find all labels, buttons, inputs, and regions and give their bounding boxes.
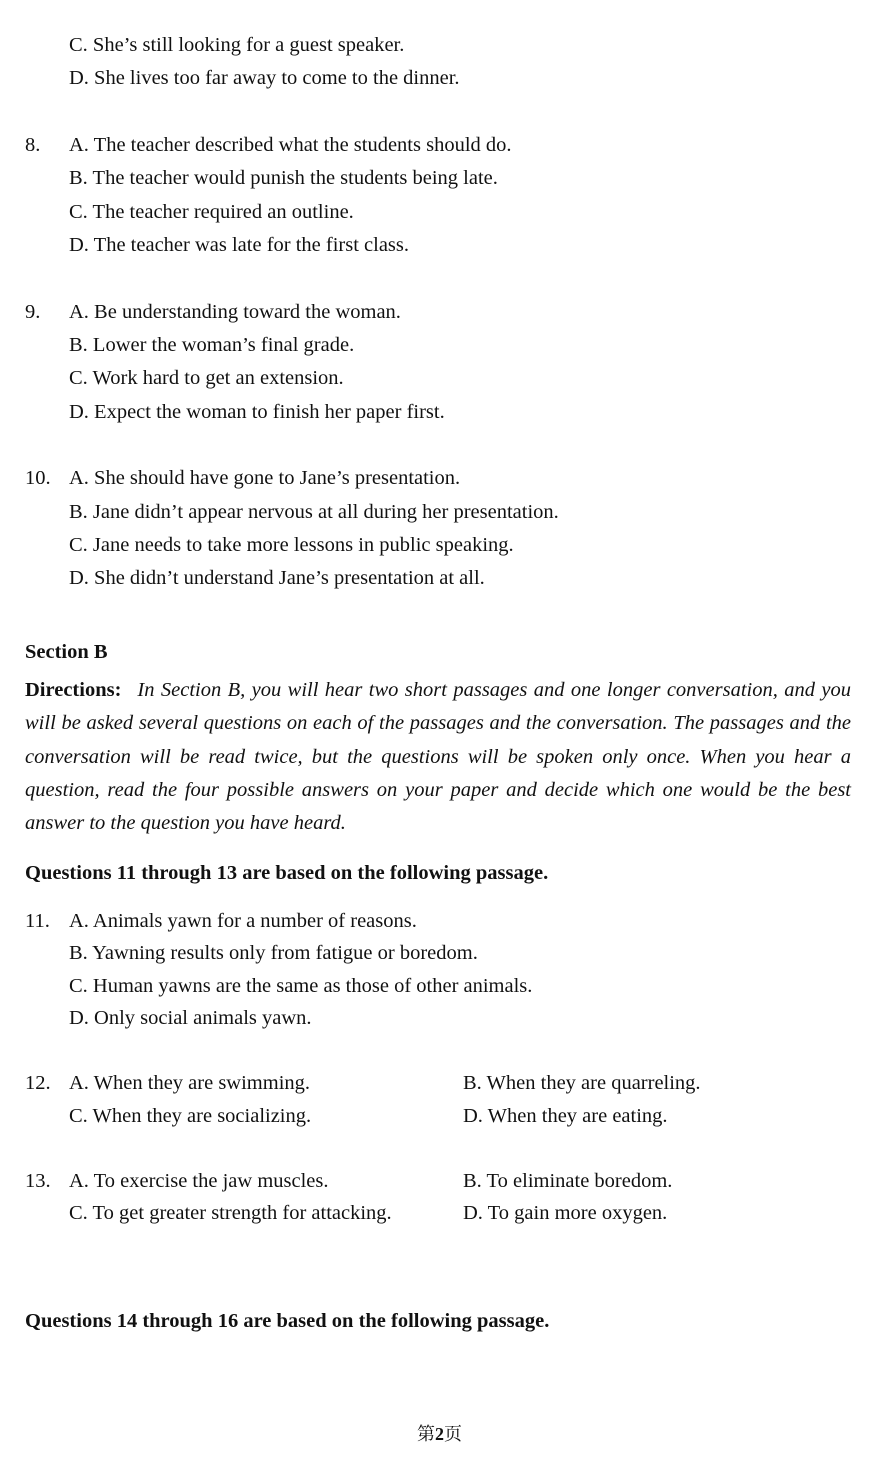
- q8-option-a: A. The teacher described what the students should do.: [69, 134, 512, 156]
- q10-option-c: C. Jane needs to take more lessons in public speaking.: [69, 534, 514, 556]
- q13-option-a: A. To exercise the jaw muscles.: [69, 1170, 329, 1192]
- q11-option-a: A. Animals yawn for a number of reasons.: [69, 910, 417, 932]
- q11-option-b: B. Yawning results only from fatigue or boredom.: [69, 942, 478, 964]
- q8-number: 8.: [25, 134, 41, 156]
- q9-number: 9.: [25, 301, 41, 323]
- q13-option-d: D. To gain more oxygen.: [463, 1202, 668, 1224]
- q13-option-b: B. To eliminate boredom.: [463, 1170, 673, 1192]
- q11-option-d: D. Only social animals yawn.: [69, 1007, 312, 1029]
- q7-option-c: C. She’s still looking for a guest speaker.: [69, 34, 405, 56]
- q12-option-b: B. When they are quarreling.: [463, 1072, 701, 1094]
- group-heading-11-13: Questions 11 through 13 are based on the following passage.: [25, 862, 549, 884]
- q12-option-d: D. When they are eating.: [463, 1105, 668, 1127]
- q12-option-a: A. When they are swimming.: [69, 1072, 311, 1094]
- q11-option-c: C. Human yawns are the same as those of other animals.: [69, 975, 533, 997]
- q10-option-d: D. She didn’t understand Jane’s presentation at all.: [69, 567, 485, 589]
- q7-option-d: D. She lives too far away to come to the dinner.: [69, 67, 460, 89]
- q12-option-c: C. When they are socializing.: [69, 1105, 312, 1127]
- page-number: 2: [435, 1424, 444, 1444]
- group-heading-14-16: Questions 14 through 16 are based on the following passage.: [25, 1310, 550, 1332]
- q12-number: 12.: [25, 1072, 51, 1094]
- page-suffix: 页: [444, 1424, 462, 1444]
- section-b-heading: Section B: [25, 641, 108, 663]
- q8-option-b: B. The teacher would punish the students being late.: [69, 167, 498, 189]
- page-footer: [0, 1422, 879, 1446]
- directions-text: In Section B, you will hear two short passages and one longer conversation, and you will be asked several questions on each of the passages and the conversation. The passages and the conversation will be read twice, but the questions will be spoken only once. When you hear a question, read the four possible answers on your paper and decide which one would be the best answer to the question you have heard.: [25, 679, 851, 835]
- q8-option-c: C. The teacher required an outline.: [69, 201, 354, 223]
- q13-option-c: C. To get greater strength for attacking.: [69, 1202, 392, 1224]
- q8-option-d: D. The teacher was late for the first class.: [69, 234, 410, 256]
- q10-option-a: A. She should have gone to Jane’s presentation.: [69, 467, 461, 489]
- q11-number: 11.: [25, 910, 50, 932]
- q9-option-b: B. Lower the woman’s final grade.: [69, 334, 355, 356]
- q13-number: 13.: [25, 1170, 51, 1192]
- q9-option-d: D. Expect the woman to finish her paper first.: [69, 401, 445, 423]
- q9-option-a: A. Be understanding toward the woman.: [69, 301, 401, 323]
- q10-option-b: B. Jane didn’t appear nervous at all during her presentation.: [69, 501, 559, 523]
- q9-option-c: C. Work hard to get an extension.: [69, 367, 344, 389]
- directions-label: Directions:: [25, 679, 122, 701]
- page-prefix: 第: [417, 1424, 435, 1444]
- section-b-directions: [25, 674, 851, 840]
- q10-number: 10.: [25, 467, 51, 489]
